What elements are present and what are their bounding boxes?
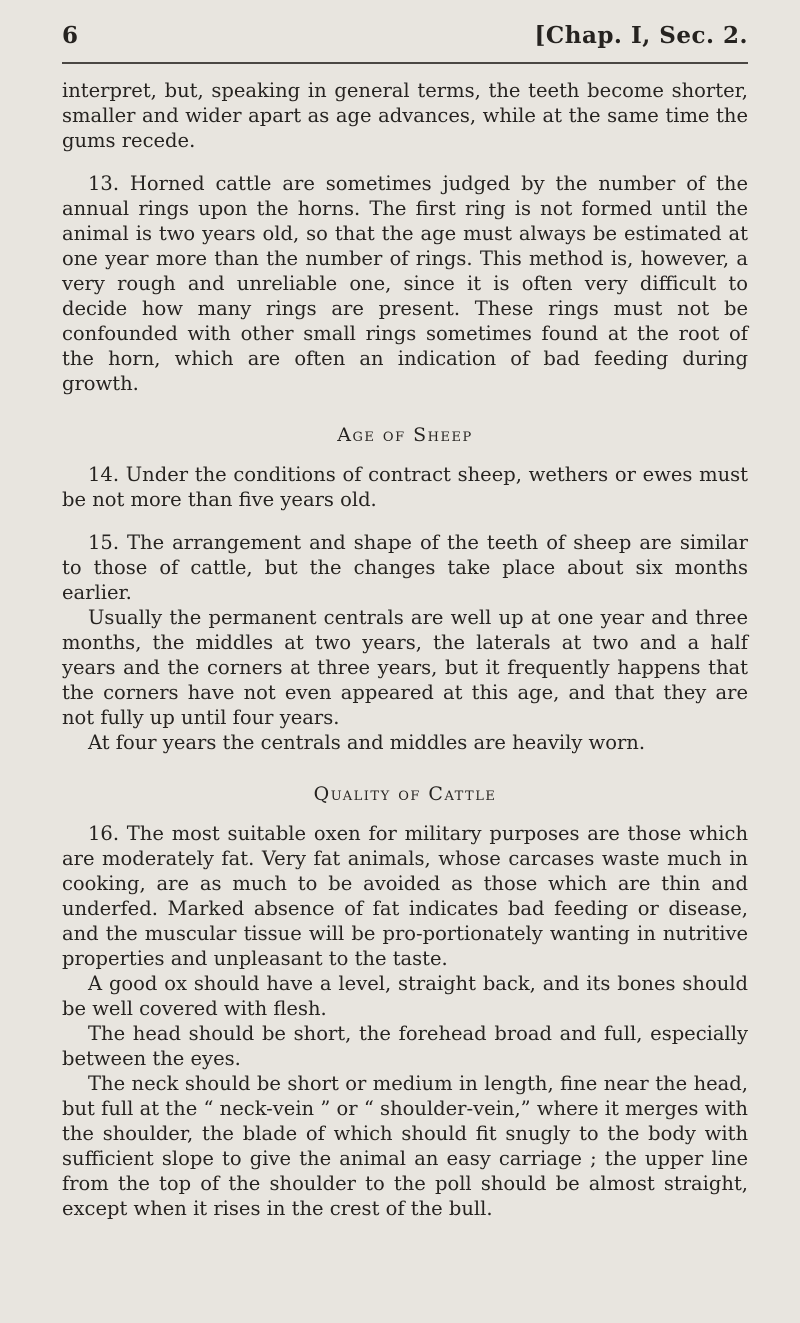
section-heading-age-of-sheep: Age of Sheep (337, 424, 473, 446)
paragraph-16-neck: The neck should be short or medium in length, fine near the head, but full at the “ neck-vein ” or “ shoulder-vein,” where it merges with the shoulder, the blade of which should fit snugly to the body with sufficient slope to give the animal an easy carriage ; the upper line from the top of the shoulder to the poll should be almost straight, except when it rises in the crest of the bull. (62, 1072, 748, 1220)
paragraph-13: 13. Horned cattle are sometimes judged by the number of the annual rings upon the horns. The first ring is not formed until the animal is two years old, so that the age must always be estimated at one year more than the number of rings. This method is, however, a very rough and unreliable one, since it is often very difficult to decide how many rings are present. These rings must not be confounded with other small rings sometimes found at the root of the horn, which are often an indication of bad feeding during growth. (62, 172, 748, 395)
paragraph-15: 15. The arrangement and shape of the teeth of sheep are similar to those of cattle, but the changes take place about six months earlier. (62, 531, 748, 604)
page-number: 6 (62, 22, 79, 49)
paragraph-continuation: interpret, but, speaking in general terms, the teeth become shorter, smaller and wider apart as age advances, while at the same time the gums recede. (62, 79, 748, 152)
paragraph-16: 16. The most suitable oxen for military purposes are those which are moderately fat. Very fat animals, whose carcases waste much in cooking, are as much to be avoided as those which are thin and underfed. Marked absence of fat indicates bad feeding or disease, and the muscular tissue will be pro-portionately wanting in nutritive properties and unpleasant to the taste. (62, 822, 748, 970)
paragraph-14: 14. Under the conditions of contract sheep, wethers or ewes must be not more than five years old. (62, 463, 748, 511)
paragraph-16-head: The head should be short, the forehead broad and full, especially between the eyes. (62, 1022, 748, 1070)
paragraph-15-final: At four years the centrals and middles are heavily worn. (88, 731, 646, 754)
paragraph-16-back: A good ox should have a level, straight back, and its bones should be well covered with flesh. (62, 972, 748, 1020)
page-header (62, 22, 748, 64)
section-heading-quality-of-cattle: Quality of Cattle (313, 783, 497, 805)
paragraph-15-continued: Usually the permanent centrals are well up at one year and three months, the middles at two years, the laterals at two and a half years and the corners at three years, but it frequently happens that the corners have not even appeared at this age, and that they are not fully up until four years. (62, 606, 748, 729)
running-head: [Chap. I, Sec. 2. (534, 22, 748, 49)
